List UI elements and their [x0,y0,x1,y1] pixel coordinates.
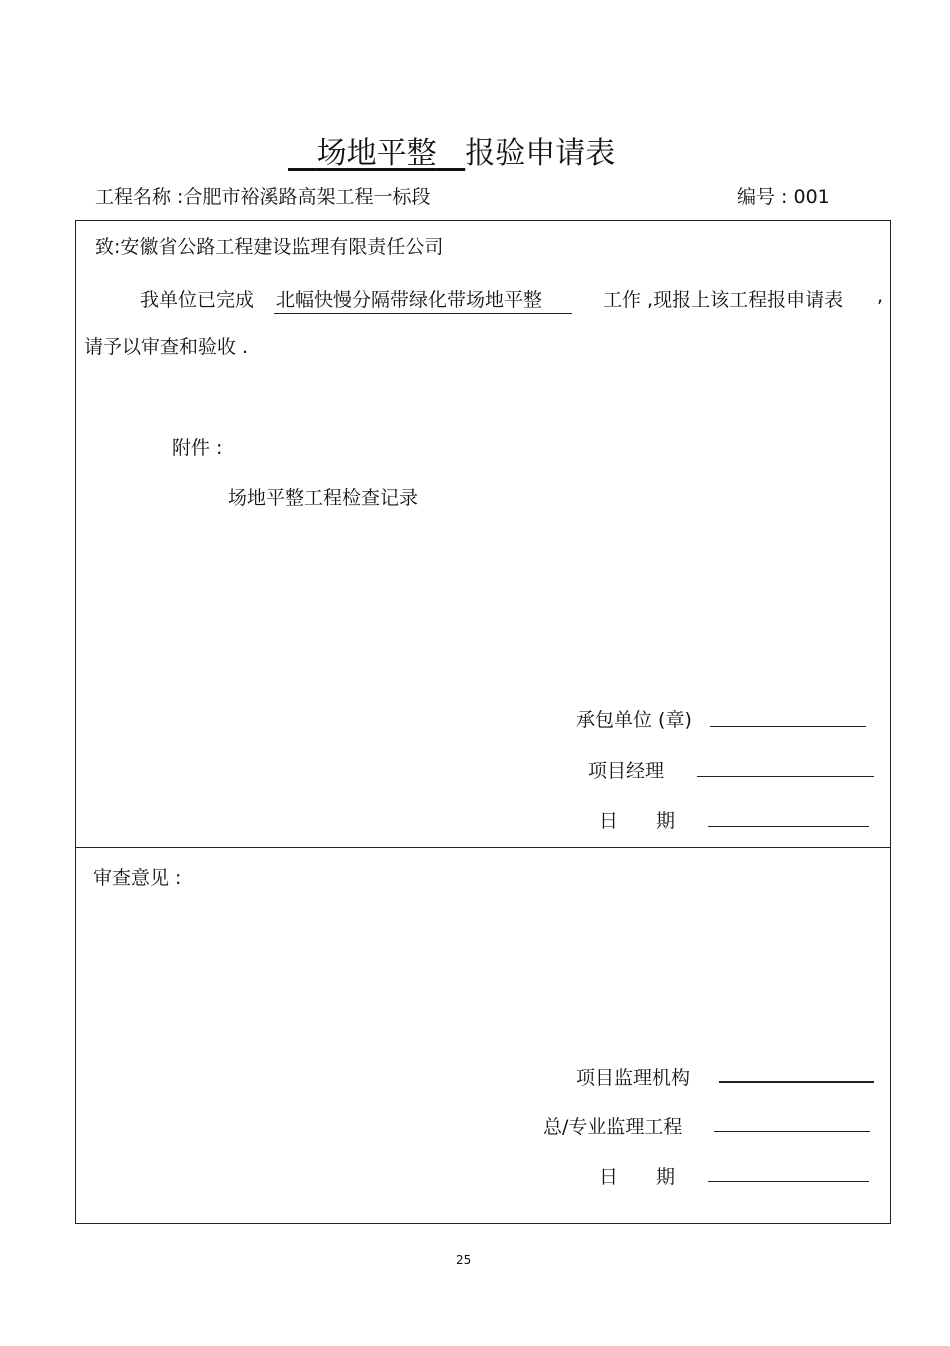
work-item-value: 北幅快慢分隔带绿化带场地平整 [274,285,572,314]
title-subject: 场地平整 [316,136,437,171]
serial-number: 编号 : 001 [737,186,830,208]
application-section [75,220,891,848]
manager-signature-line [697,776,874,777]
supervision-org-line [719,1081,874,1083]
attachment-item: 场地平整工程检查记录 [228,487,419,509]
work-item-field [274,285,572,314]
engineer-signature-label: 总/专业监理工程 [543,1116,683,1138]
body-comma: , [877,285,884,307]
contractor-signature-line [710,726,866,727]
manager-signature-label: 项目经理 [588,760,665,782]
supervision-org-label: 项目监理机构 [576,1067,691,1089]
page-number: 25 [456,1253,472,1267]
contractor-signature-label: 承包单位 (章) [576,709,692,731]
application-date-line [708,826,869,827]
body-line-2: 请予以审查和验收 . [84,336,249,358]
review-date-line [708,1181,869,1182]
addressee: 致:安徽省公路工程建设监理有限责任公司 [95,236,444,258]
review-opinion-label: 审查意见 : [93,867,182,889]
body-suffix: 工作 ,现报上该工程报申请表 [603,289,844,311]
attachment-label: 附件 : [172,437,223,459]
title-suffix: 报验申请表 [465,136,616,171]
review-date-label: 日 期 [599,1166,676,1188]
project-name: 工程名称 :合肥市裕溪路高架工程一标段 [95,186,431,208]
body-prefix: 我单位已完成 [140,289,255,311]
application-date-label: 日 期 [599,810,676,832]
engineer-signature-line [714,1131,870,1132]
document-title [288,128,615,172]
review-section [75,846,891,1224]
